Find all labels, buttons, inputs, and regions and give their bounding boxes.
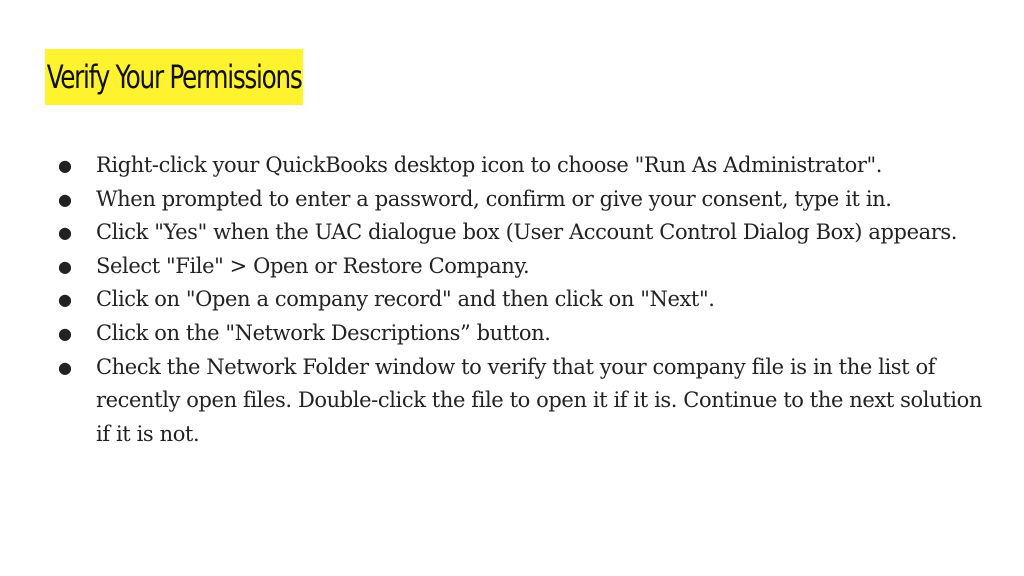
- bullet-dot-icon: ●: [58, 357, 72, 377]
- bullet-dot-icon: ●: [58, 256, 72, 276]
- list-item-text: Click on the "Network Descriptions” button.: [96, 320, 551, 345]
- bullet-dot-icon: ●: [58, 156, 72, 175]
- list-item-text: When prompted to enter a password, confirm or give your consent, type it in.: [96, 186, 892, 211]
- bullet-dot-icon: ●: [58, 223, 72, 243]
- list-item: [58, 216, 988, 250]
- bullet-dot-icon: ●: [58, 323, 72, 343]
- list-item-text: Click "Yes" when the UAC dialogue box (User Account Control Dialog Box) appears.: [96, 220, 958, 245]
- list-item: [58, 250, 988, 284]
- list-item: [58, 183, 988, 217]
- list-item: [58, 317, 988, 351]
- list-item-text: Select "File" > Open or Restore Company.: [96, 253, 530, 278]
- page-title: Verify Your Permissions: [45, 49, 303, 105]
- list-item: [58, 351, 988, 452]
- list-item-text: Right-click your QuickBooks desktop icon to choose "Run As Administrator".: [96, 153, 882, 177]
- steps-list: [58, 149, 988, 451]
- list-item: [58, 149, 988, 183]
- bullet-dot-icon: ●: [58, 290, 72, 310]
- bullet-dot-icon: ●: [58, 189, 72, 209]
- list-item-text: Click on "Open a company record" and then click on "Next".: [96, 287, 715, 312]
- list-item-text: Check the Network Folder window to verify that your company file is in the list of recently open files. Double-click the file to open it if it is. Continue to the next solution if it is not.: [96, 354, 982, 446]
- list-item: [58, 283, 988, 317]
